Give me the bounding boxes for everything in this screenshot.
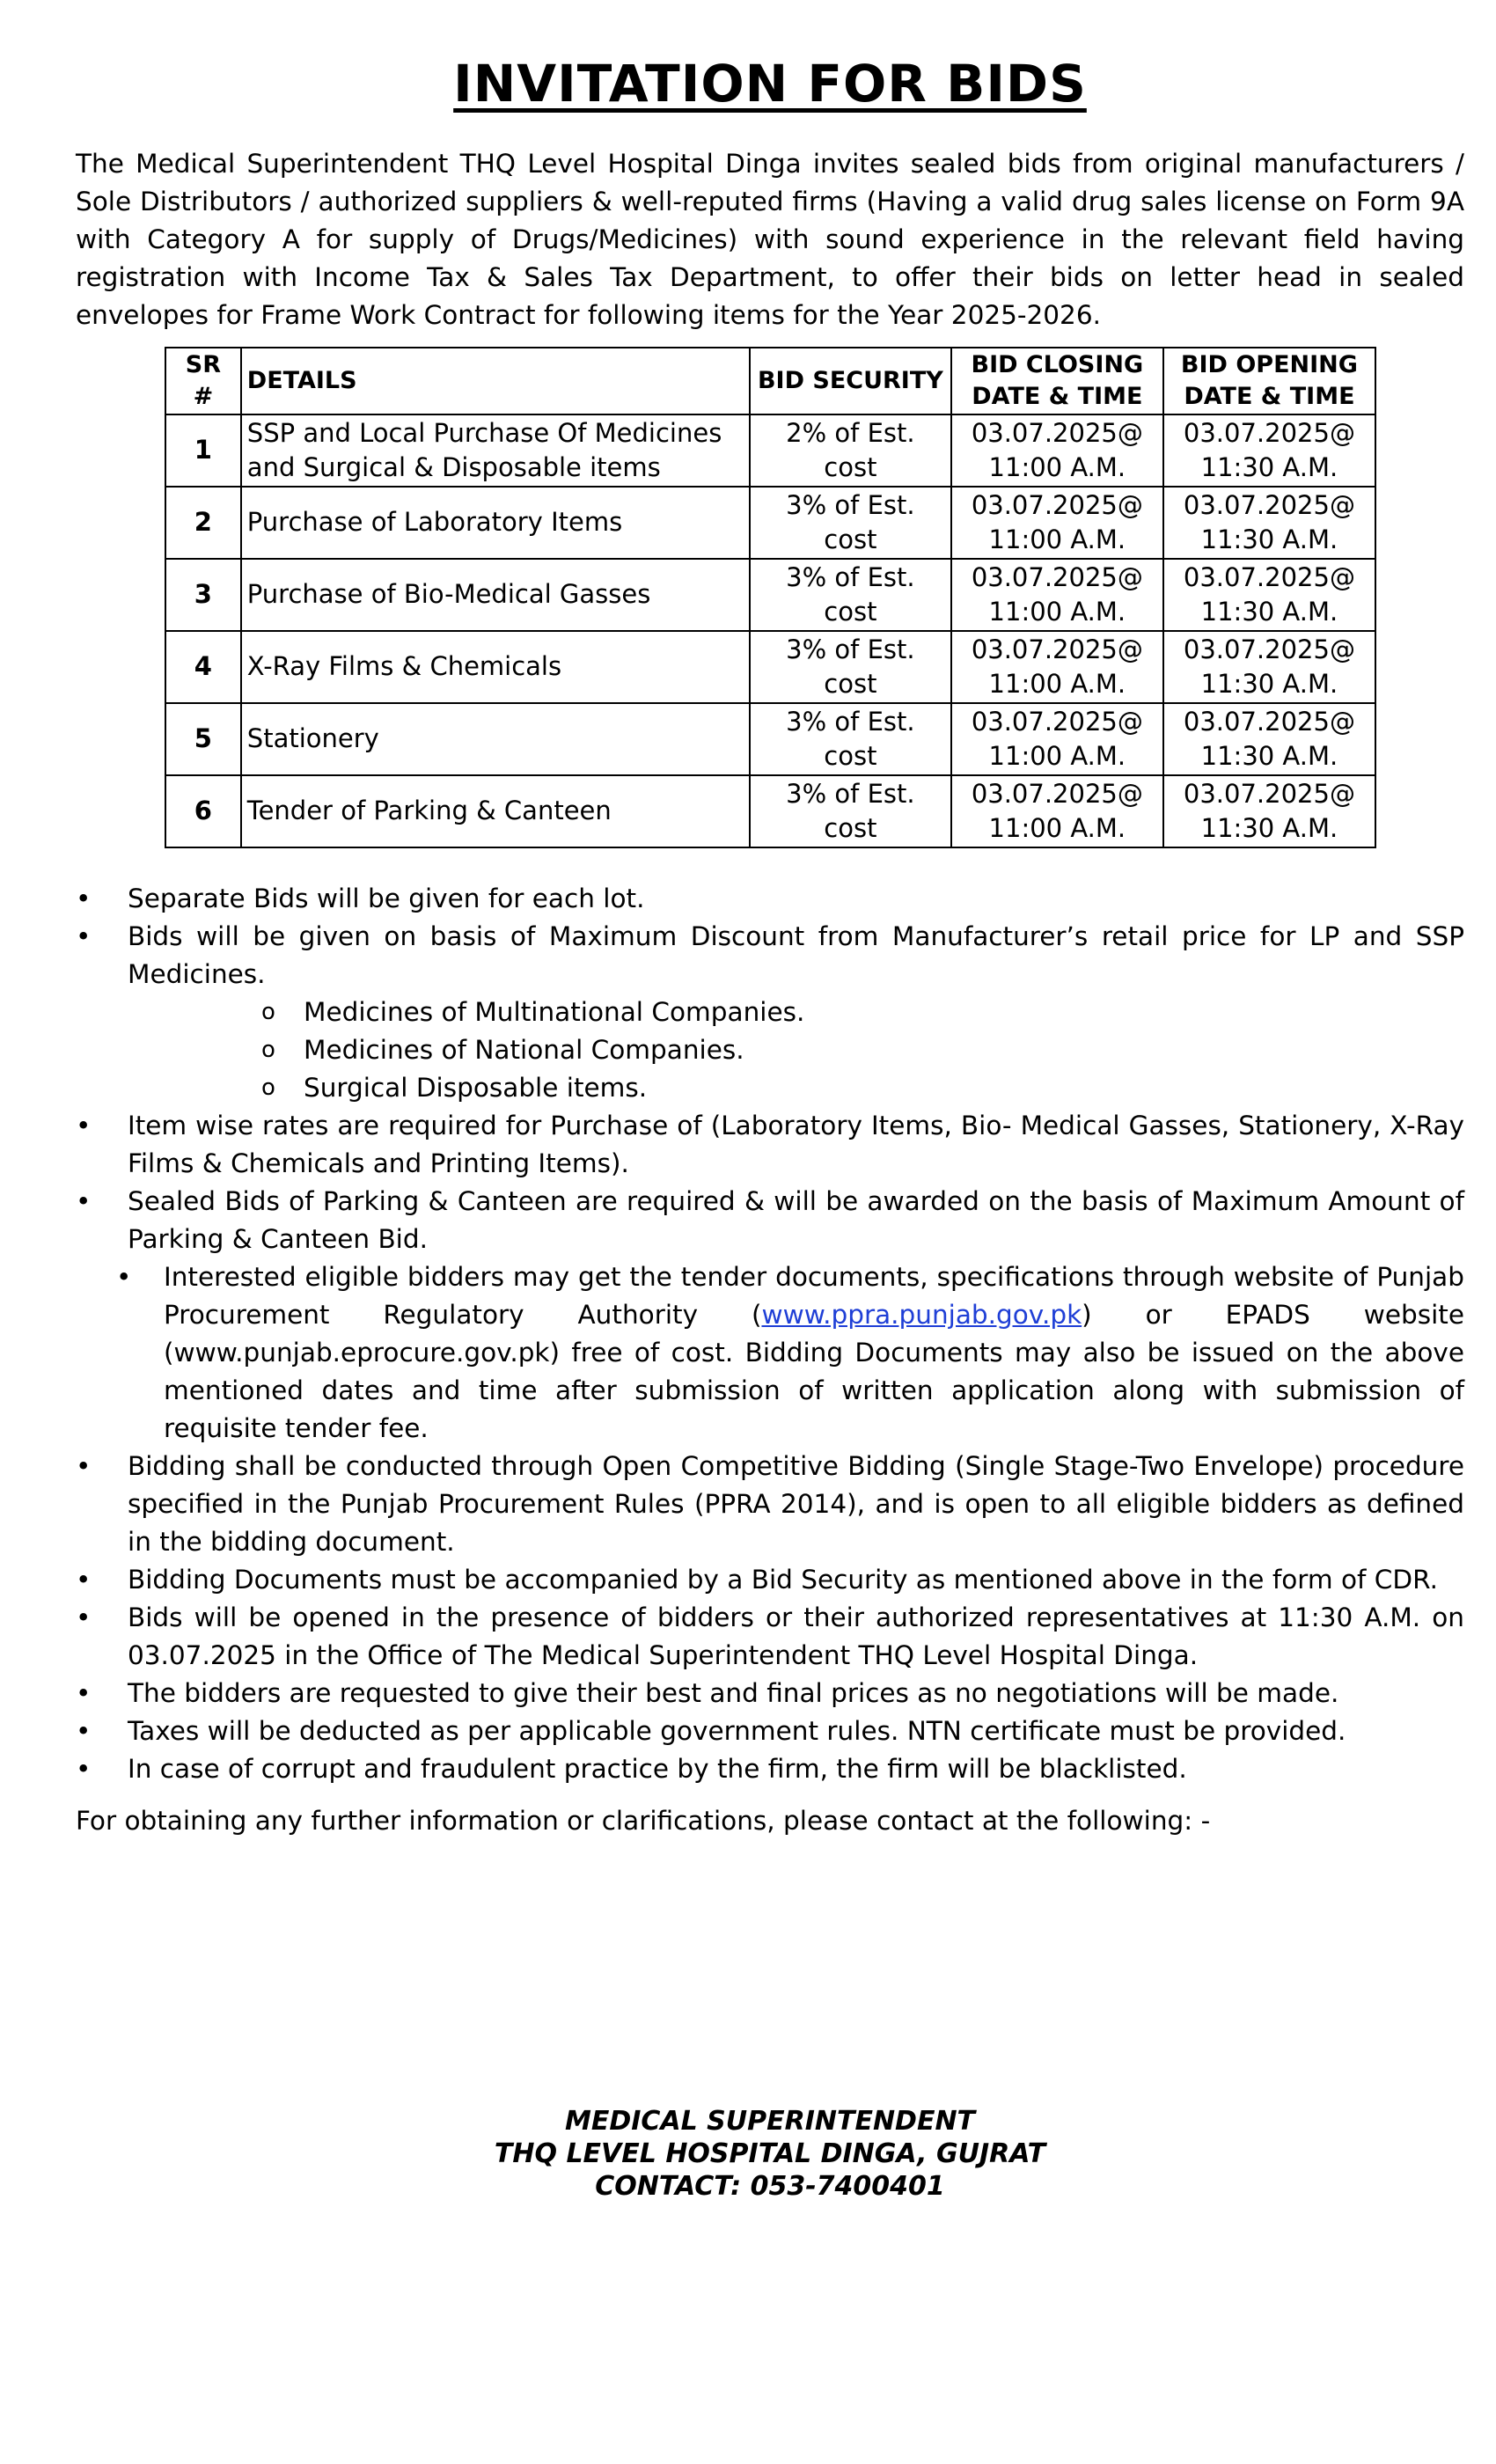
cell-security: 2% of Est. cost — [750, 414, 951, 487]
cell-details: Purchase of Laboratory Items — [241, 487, 750, 559]
cell-sr: 3 — [165, 559, 241, 631]
signature-contact: CONTACT: 053-7400401 — [595, 2171, 945, 2202]
cell-sr: 2 — [165, 487, 241, 559]
cell-closing: 03.07.2025@ 11:00 A.M. — [951, 775, 1163, 847]
signature-title: MEDICAL SUPERINTENDENT — [564, 2106, 976, 2137]
header-bid-opening: BID OPENING DATE & TIME — [1163, 348, 1375, 414]
cell-opening: 03.07.2025@ 11:30 A.M. — [1163, 414, 1375, 487]
list-item: • The bidders are requested to give their best and final prices as no negotiations will be made. — [76, 1675, 1464, 1712]
list-item: • Bidding shall be conducted through Open Competitive Bidding (Single Stage-Two Envelope) procedure specified in the Punjab Procurement Rules (PPRA 2014), and is open to all eligible bidders as defined in the bidding document. — [76, 1448, 1464, 1561]
list-item: • Taxes will be deducted as per applicable government rules. NTN certificate must be provided. — [76, 1712, 1464, 1750]
list-item: • Bids will be opened in the presence of bidders or their authorized representatives at 11:30 A.M. on 03.07.2025 in the Office of The Medical Superintendent THQ Level Hospital Dinga. — [76, 1599, 1464, 1675]
table-row — [165, 775, 1375, 847]
header-bid-security: BID SECURITY — [750, 348, 951, 414]
cell-closing: 03.07.2025@ 11:00 A.M. — [951, 559, 1163, 631]
sub-list-item: o Surgical Disposable items. — [128, 1069, 1464, 1107]
list-item: • Sealed Bids of Parking & Canteen are required & will be awarded on the basis of Maximum Amount of Parking & Canteen Bid. — [76, 1183, 1464, 1258]
cell-sr: 5 — [165, 703, 241, 775]
intro-paragraph: The Medical Superintendent THQ Level Hospital Dinga invites sealed bids from original manufacturers / Sole Distributors / authorized suppliers & well-reputed firms (Having a valid drug sales license on Form 9A with Category A for supply of Drugs/Medicines) with sound experience in the relevant field having registration with Income Tax & Sales Tax Department, to offer their bids on letter head in sealed envelopes for Frame Work Contract for following items for the Year 2025-2026. — [76, 148, 1464, 330]
list-item: • Separate Bids will be given for each lot. — [76, 880, 1464, 918]
signature-block — [76, 2105, 1464, 2203]
table-row — [165, 414, 1375, 487]
ppra-website-link[interactable]: www.ppra.punjab.gov.pk — [761, 1299, 1082, 1330]
sub-list-item: o Medicines of Multinational Companies. — [128, 994, 1464, 1031]
contact-note: For obtaining any further information or clarifications, please contact at the following: - — [76, 1805, 1211, 1836]
list-item — [76, 1258, 1464, 1448]
header-sr: SR # — [165, 348, 241, 414]
signature-organization: THQ LEVEL HOSPITAL DINGA, GUJRAT — [494, 2138, 1046, 2169]
header-bid-closing: BID CLOSING DATE & TIME — [951, 348, 1163, 414]
cell-details: SSP and Local Purchase Of Medicines and Surgical & Disposable items — [241, 414, 750, 487]
cell-opening: 03.07.2025@ 11:30 A.M. — [1163, 559, 1375, 631]
cell-details: Stationery — [241, 703, 750, 775]
list-item: • Item wise rates are required for Purchase of (Laboratory Items, Bio- Medical Gasses, Stationery, X-Ray Films & Chemicals and Printing Items). — [76, 1107, 1464, 1183]
cell-security: 3% of Est. cost — [750, 487, 951, 559]
cell-sr: 4 — [165, 631, 241, 703]
cell-details: Tender of Parking & Canteen — [241, 775, 750, 847]
sub-list-item: o Medicines of National Companies. — [128, 1031, 1464, 1069]
cell-opening: 03.07.2025@ 11:30 A.M. — [1163, 631, 1375, 703]
list-item-text: Bids will be given on basis of Maximum Discount from Manufacturer’s retail price for LP and SSP Medicines. — [128, 920, 1464, 989]
table-row — [165, 559, 1375, 631]
cell-sr: 1 — [165, 414, 241, 487]
list-item — [76, 918, 1464, 1107]
cell-opening: 03.07.2025@ 11:30 A.M. — [1163, 703, 1375, 775]
cell-details: Purchase of Bio-Medical Gasses — [241, 559, 750, 631]
cell-security: 3% of Est. cost — [750, 775, 951, 847]
sub-list — [128, 994, 1464, 1107]
cell-closing: 03.07.2025@ 11:00 A.M. — [951, 703, 1163, 775]
bids-table — [165, 347, 1376, 848]
list-item: • Bidding Documents must be accompanied by a Bid Security as mentioned above in the form of CDR. — [76, 1561, 1464, 1599]
table-row — [165, 631, 1375, 703]
cell-sr: 6 — [165, 775, 241, 847]
table-header-row — [165, 348, 1375, 414]
cell-closing: 03.07.2025@ 11:00 A.M. — [951, 631, 1163, 703]
table-row — [165, 703, 1375, 775]
cell-closing: 03.07.2025@ 11:00 A.M. — [951, 487, 1163, 559]
cell-opening: 03.07.2025@ 11:30 A.M. — [1163, 775, 1375, 847]
document-page — [76, 54, 1464, 2202]
cell-closing: 03.07.2025@ 11:00 A.M. — [951, 414, 1163, 487]
list-item: • In case of corrupt and fraudulent practice by the firm, the firm will be blacklisted. — [76, 1750, 1464, 1788]
cell-details: X-Ray Films & Chemicals — [241, 631, 750, 703]
cell-security: 3% of Est. cost — [750, 631, 951, 703]
cell-security: 3% of Est. cost — [750, 559, 951, 631]
page-title: INVITATION FOR BIDS — [453, 54, 1087, 114]
cell-security: 3% of Est. cost — [750, 703, 951, 775]
list-item-text: Interested eligible bidders may get the tender documents, specifications through website of Punjab Procurement Regulatory Authority ( — [164, 1261, 1464, 1330]
list-item-text: ) or EPADS website (www.punjab.eprocure.gov.pk) free of cost. Bidding Documents may also be issued on the above mentioned dates and time after submission of written application along with submission of requisite tender fee. — [164, 1299, 1464, 1443]
table-row — [165, 487, 1375, 559]
header-details: DETAILS — [241, 348, 750, 414]
cell-opening: 03.07.2025@ 11:30 A.M. — [1163, 487, 1375, 559]
terms-list — [76, 880, 1464, 1788]
